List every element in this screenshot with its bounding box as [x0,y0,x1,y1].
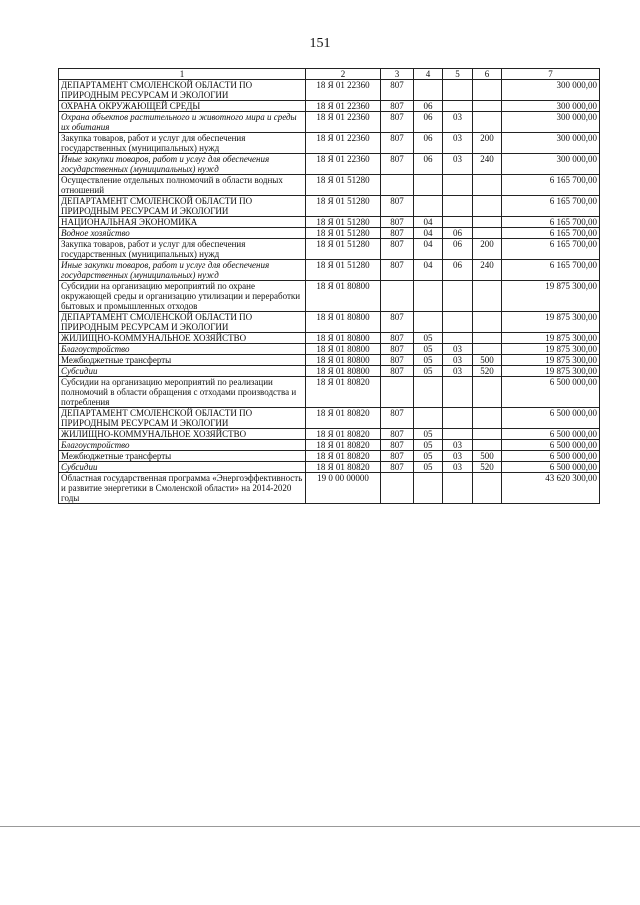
subsection-code-cell [443,473,473,504]
page-number: 151 [309,36,331,51]
target-article-cell: 18 Я 01 80800 [306,344,381,355]
section-code-cell: 05 [414,366,443,377]
amount-cell: 300 000,00 [502,101,600,112]
amount-cell: 6 500 000,00 [502,440,600,451]
grbs-code-cell: 807 [381,333,414,344]
grbs-code-cell: 807 [381,462,414,473]
row-name-cell: Субсидии на организацию мероприятий по реализации полномочий в области обращения с отходами производства и потребления [59,377,306,408]
row-name-cell: Межбюджетные трансферты [59,355,306,366]
row-name-cell: ДЕПАРТАМЕНТ СМОЛЕНСКОЙ ОБЛАСТИ ПО ПРИРОДНЫМ РЕСУРСАМ И ЭКОЛОГИИ [59,196,306,217]
grbs-code-cell: 807 [381,133,414,154]
subsection-code-cell [443,196,473,217]
subsection-code-cell: 03 [443,344,473,355]
table-row [59,239,600,260]
table-row [59,429,600,440]
row-name-cell: ОХРАНА ОКРУЖАЮЩЕЙ СРЕДЫ [59,101,306,112]
subsection-code-cell: 03 [443,355,473,366]
target-article-cell: 18 Я 01 22360 [306,133,381,154]
grbs-code-cell: 807 [381,112,414,133]
row-name-cell: Иные закупки товаров, работ и услуг для обеспечения государственных (муниципальных) нужд [59,260,306,281]
target-article-cell: 18 Я 01 51280 [306,175,381,196]
section-code-cell: 06 [414,112,443,133]
grbs-code-cell: 807 [381,239,414,260]
target-article-cell: 18 Я 01 80820 [306,408,381,429]
target-article-cell: 18 Я 01 80820 [306,440,381,451]
table-row [59,462,600,473]
amount-cell: 19 875 300,00 [502,355,600,366]
expense-type-cell: 500 [473,355,502,366]
row-name-cell: Осуществление отдельных полномочий в области водных отношений [59,175,306,196]
table-row [59,228,600,239]
expense-type-cell [473,377,502,408]
target-article-cell: 18 Я 01 80820 [306,429,381,440]
target-article-cell: 18 Я 01 80820 [306,451,381,462]
expense-type-cell: 240 [473,154,502,175]
grbs-code-cell: 807 [381,355,414,366]
table-row [59,80,600,101]
expense-type-cell [473,281,502,312]
amount-cell: 19 875 300,00 [502,366,600,377]
table-row [59,408,600,429]
section-code-cell: 05 [414,355,443,366]
expense-type-cell [473,473,502,504]
subsection-code-cell: 06 [443,260,473,281]
grbs-code-cell: 807 [381,429,414,440]
amount-cell: 19 875 300,00 [502,333,600,344]
expense-type-cell [473,175,502,196]
header-cell: 3 [381,69,414,80]
amount-cell: 6 165 700,00 [502,239,600,260]
table-row [59,133,600,154]
subsection-code-cell: 03 [443,366,473,377]
section-code-cell: 05 [414,344,443,355]
grbs-code-cell: 807 [381,101,414,112]
expense-type-cell: 520 [473,462,502,473]
target-article-cell: 18 Я 01 51280 [306,260,381,281]
subsection-code-cell: 03 [443,451,473,462]
grbs-code-cell: 807 [381,451,414,462]
budget-table [58,68,600,504]
target-article-cell: 18 Я 01 22360 [306,101,381,112]
table-row [59,175,600,196]
row-name-cell: Областная государственная программа «Энергоэффективность и развитие энергетики в Смоленской области» на 2014-2020 годы [59,473,306,504]
amount-cell: 6 500 000,00 [502,377,600,408]
grbs-code-cell: 807 [381,196,414,217]
table-row [59,312,600,333]
divider [0,826,640,827]
table-row [59,473,600,504]
header-cell: 2 [306,69,381,80]
grbs-code-cell [381,281,414,312]
grbs-code-cell: 807 [381,228,414,239]
row-name-cell: Закупка товаров, работ и услуг для обеспечения государственных (муниципальных) нужд [59,133,306,154]
expense-type-cell: 520 [473,366,502,377]
grbs-code-cell: 807 [381,366,414,377]
section-code-cell [414,175,443,196]
amount-cell: 6 165 700,00 [502,196,600,217]
expense-type-cell [473,228,502,239]
amount-cell: 300 000,00 [502,154,600,175]
row-name-cell: Водное хозяйство [59,228,306,239]
amount-cell: 300 000,00 [502,133,600,154]
expense-type-cell [473,196,502,217]
section-code-cell: 05 [414,333,443,344]
grbs-code-cell: 807 [381,312,414,333]
target-article-cell: 18 Я 01 51280 [306,196,381,217]
target-article-cell: 18 Я 01 80800 [306,355,381,366]
row-name-cell: ЖИЛИЩНО-КОММУНАЛЬНОЕ ХОЗЯЙСТВО [59,333,306,344]
table-row [59,154,600,175]
grbs-code-cell: 807 [381,408,414,429]
subsection-code-cell: 03 [443,440,473,451]
subsection-code-cell [443,101,473,112]
expense-type-cell [473,312,502,333]
row-name-cell: ЖИЛИЩНО-КОММУНАЛЬНОЕ ХОЗЯЙСТВО [59,429,306,440]
table-row [59,196,600,217]
expense-type-cell [473,429,502,440]
section-code-cell: 05 [414,429,443,440]
header-cell: 4 [414,69,443,80]
expense-type-cell [473,408,502,429]
amount-cell: 6 500 000,00 [502,429,600,440]
table-row [59,112,600,133]
target-article-cell: 18 Я 01 51280 [306,217,381,228]
section-code-cell: 05 [414,462,443,473]
grbs-code-cell: 807 [381,154,414,175]
row-name-cell: Субсидии [59,366,306,377]
amount-cell: 6 165 700,00 [502,217,600,228]
section-code-cell [414,281,443,312]
table-row [59,260,600,281]
target-article-cell: 18 Я 01 80800 [306,366,381,377]
target-article-cell: 19 0 00 00000 [306,473,381,504]
row-name-cell: НАЦИОНАЛЬНАЯ ЭКОНОМИКА [59,217,306,228]
amount-cell: 300 000,00 [502,80,600,101]
table-row [59,281,600,312]
section-code-cell [414,80,443,101]
target-article-cell: 18 Я 01 80800 [306,333,381,344]
section-code-cell: 04 [414,239,443,260]
grbs-code-cell [381,377,414,408]
grbs-code-cell: 807 [381,440,414,451]
subsection-code-cell [443,429,473,440]
section-code-cell: 06 [414,133,443,154]
section-code-cell: 06 [414,101,443,112]
table-row [59,440,600,451]
amount-cell: 6 500 000,00 [502,462,600,473]
expense-type-cell: 200 [473,239,502,260]
table-row [59,377,600,408]
expense-type-cell: 200 [473,133,502,154]
table-row [59,451,600,462]
expense-type-cell [473,333,502,344]
table-row [59,366,600,377]
target-article-cell: 18 Я 01 80820 [306,462,381,473]
table-row [59,333,600,344]
subsection-code-cell [443,217,473,228]
expense-type-cell: 240 [473,260,502,281]
subsection-code-cell: 03 [443,133,473,154]
subsection-code-cell [443,312,473,333]
grbs-code-cell [381,175,414,196]
section-code-cell: 05 [414,451,443,462]
amount-cell: 19 875 300,00 [502,281,600,312]
target-article-cell: 18 Я 01 51280 [306,239,381,260]
section-code-cell: 04 [414,260,443,281]
expense-type-cell [473,101,502,112]
header-cell: 1 [59,69,306,80]
subsection-code-cell [443,175,473,196]
amount-cell: 19 875 300,00 [502,344,600,355]
target-article-cell: 18 Я 01 22360 [306,154,381,175]
row-name-cell: ДЕПАРТАМЕНТ СМОЛЕНСКОЙ ОБЛАСТИ ПО ПРИРОДНЫМ РЕСУРСАМ И ЭКОЛОГИИ [59,408,306,429]
header-row [59,69,600,80]
row-name-cell: Благоустройство [59,440,306,451]
subsection-code-cell: 06 [443,228,473,239]
subsection-code-cell [443,377,473,408]
target-article-cell: 18 Я 01 51280 [306,228,381,239]
expense-type-cell: 500 [473,451,502,462]
table-row [59,101,600,112]
amount-cell: 6 165 700,00 [502,260,600,281]
header-cell: 7 [502,69,600,80]
row-name-cell: Субсидии [59,462,306,473]
section-code-cell: 06 [414,154,443,175]
grbs-code-cell: 807 [381,260,414,281]
row-name-cell: Закупка товаров, работ и услуг для обеспечения государственных (муниципальных) нужд [59,239,306,260]
expense-type-cell [473,344,502,355]
amount-cell: 6 500 000,00 [502,451,600,462]
expense-type-cell [473,112,502,133]
header-cell: 5 [443,69,473,80]
subsection-code-cell [443,333,473,344]
row-name-cell: Субсидии на организацию мероприятий по охране окружающей среды и организацию утилизации и переработки бытовых и промышленных отходов [59,281,306,312]
expense-type-cell [473,80,502,101]
section-code-cell [414,473,443,504]
subsection-code-cell: 03 [443,462,473,473]
expense-type-cell [473,217,502,228]
target-article-cell: 18 Я 01 22360 [306,80,381,101]
amount-cell: 43 620 300,00 [502,473,600,504]
grbs-code-cell: 807 [381,217,414,228]
section-code-cell [414,312,443,333]
target-article-cell: 18 Я 01 22360 [306,112,381,133]
subsection-code-cell [443,80,473,101]
section-code-cell [414,377,443,408]
section-code-cell: 04 [414,217,443,228]
section-code-cell [414,196,443,217]
subsection-code-cell: 06 [443,239,473,260]
amount-cell: 6 165 700,00 [502,228,600,239]
table-body [59,80,600,504]
grbs-code-cell: 807 [381,80,414,101]
target-article-cell: 18 Я 01 80820 [306,377,381,408]
subsection-code-cell: 03 [443,154,473,175]
target-article-cell: 18 Я 01 80800 [306,281,381,312]
table-row [59,217,600,228]
amount-cell: 300 000,00 [502,112,600,133]
amount-cell: 6 500 000,00 [502,408,600,429]
target-article-cell: 18 Я 01 80800 [306,312,381,333]
grbs-code-cell [381,473,414,504]
table-row [59,344,600,355]
expense-type-cell [473,440,502,451]
section-code-cell: 05 [414,440,443,451]
section-code-cell [414,408,443,429]
amount-cell: 6 165 700,00 [502,175,600,196]
row-name-cell: Межбюджетные трансферты [59,451,306,462]
amount-cell: 19 875 300,00 [502,312,600,333]
grbs-code-cell: 807 [381,344,414,355]
subsection-code-cell [443,408,473,429]
subsection-code-cell: 03 [443,112,473,133]
section-code-cell: 04 [414,228,443,239]
row-name-cell: ДЕПАРТАМЕНТ СМОЛЕНСКОЙ ОБЛАСТИ ПО ПРИРОДНЫМ РЕСУРСАМ И ЭКОЛОГИИ [59,312,306,333]
row-name-cell: Охрана объектов растительного и животного мира и среды их обитания [59,112,306,133]
row-name-cell: Иные закупки товаров, работ и услуг для обеспечения государственных (муниципальных) нужд [59,154,306,175]
row-name-cell: ДЕПАРТАМЕНТ СМОЛЕНСКОЙ ОБЛАСТИ ПО ПРИРОДНЫМ РЕСУРСАМ И ЭКОЛОГИИ [59,80,306,101]
table-row [59,355,600,366]
header-cell: 6 [473,69,502,80]
subsection-code-cell [443,281,473,312]
row-name-cell: Благоустройство [59,344,306,355]
